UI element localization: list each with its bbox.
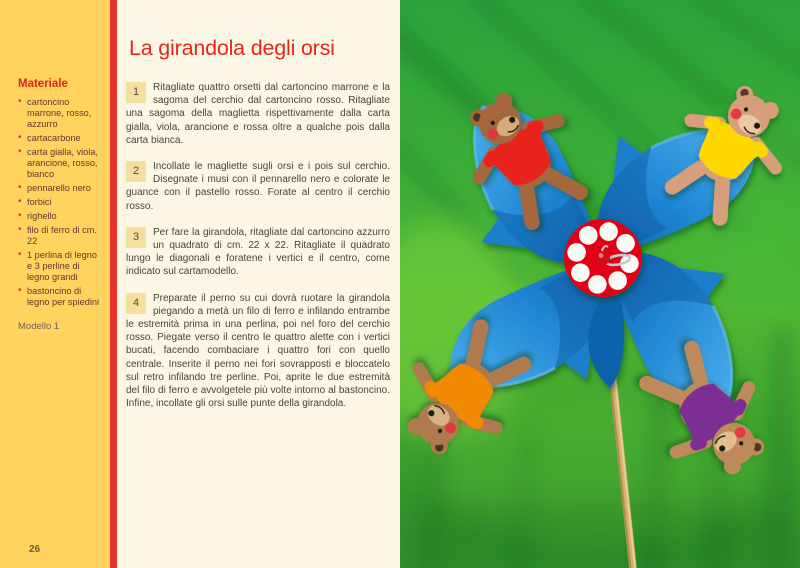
bullet-icon: • — [18, 249, 22, 260]
materials-heading: Materiale — [18, 78, 68, 90]
material-item — [18, 97, 102, 130]
step-3 — [126, 226, 390, 279]
bullet-icon: • — [18, 182, 22, 193]
step-text: Preparate il perno su cui dovrà ruotare la girandola piegando a metà un filo di ferro e infilando entrambe le estremità prima in una perlina, poi nel foro del cerchio rosso. Piegate verso il centro le quattro alette con i vertici bucati, facendo combaciare i quattro fori con quello centrale. Inserite il perno nei fori sovrapposti e bloccatelo sul retro infilando tre perline. Poi, aprite le due estremità del filo di ferro e avvolgetele più volte intorno al bastoncino. Infine, incollate gli orsi sulle punte della girandola. — [126, 292, 390, 410]
material-item — [18, 197, 102, 208]
material-item — [18, 225, 102, 247]
material-item-label: righello — [27, 211, 57, 221]
step-4 — [126, 292, 390, 411]
material-item-label: cartoncino marrone, rosso, azzurro — [27, 97, 92, 129]
material-item-label: pennarello nero — [27, 183, 91, 193]
material-item-label: 1 perlina di legno e 3 perline di legno grandi — [27, 250, 97, 282]
bullet-icon: • — [18, 96, 22, 107]
red-divider — [110, 0, 117, 568]
materials-list — [18, 97, 102, 308]
step-number-box: 2 — [126, 161, 146, 182]
bullet-icon: • — [18, 132, 22, 143]
photo-pinwheel-bears — [400, 0, 800, 568]
step-number-box: 1 — [126, 82, 146, 103]
step-number-box: 3 — [126, 227, 146, 248]
material-item — [18, 286, 102, 308]
bullet-icon: • — [18, 224, 22, 235]
material-item — [18, 250, 102, 283]
material-item — [18, 147, 102, 180]
step-text: Incollate le magliette sugli orsi e i pois sul cerchio. Disegnate i musi con il pennarello nero e colorate le guance con il pastello rosso. Forate al centro il cerchio rosso. — [126, 161, 390, 212]
step-2 — [126, 160, 390, 213]
material-item-label: filo di ferro di cm. 22 — [27, 225, 97, 246]
step-1 — [126, 81, 390, 147]
bullet-icon: • — [18, 285, 22, 296]
material-item-label: cartacarbone — [27, 133, 81, 143]
material-item — [18, 211, 102, 222]
model-footnote: Modello 1 — [18, 321, 60, 332]
bullet-icon: • — [18, 210, 22, 221]
material-item — [18, 183, 102, 194]
material-item-label: forbici — [27, 197, 52, 207]
bullet-icon: • — [18, 146, 22, 157]
page-title: La girandola degli orsi — [129, 36, 335, 60]
material-item-label: carta gialla, viola, arancione, rosso, bianco — [27, 147, 98, 179]
material-item-label: bastoncino di legno per spiedini — [27, 286, 100, 307]
materials-sidebar — [0, 0, 110, 568]
instructions-panel — [117, 0, 400, 568]
step-number-box: 4 — [126, 293, 146, 314]
material-item — [18, 133, 102, 144]
page-number: 26 — [29, 544, 41, 555]
bullet-icon: • — [18, 196, 22, 207]
step-text: Ritagliate quattro orsetti dal cartoncino marrone e la sagoma del cerchio dal cartoncino rosso. Ritagliate una sagoma della maglietta rispettivamente dalla carta gialla, viola, arancione e rossa oltre a qualche pois dalla carta bianca. — [126, 82, 390, 146]
pinwheel-illustration — [400, 0, 800, 568]
step-text: Per fare la girandola, ritagliate dal cartoncino azzurro un quadrato di cm. 22 x 22. Ritagliate il quadrato lungo le diagonali e foratene i vertici e il centro, come indicato sul cartamodello. — [126, 226, 390, 278]
polka-dot-hub — [564, 219, 642, 297]
